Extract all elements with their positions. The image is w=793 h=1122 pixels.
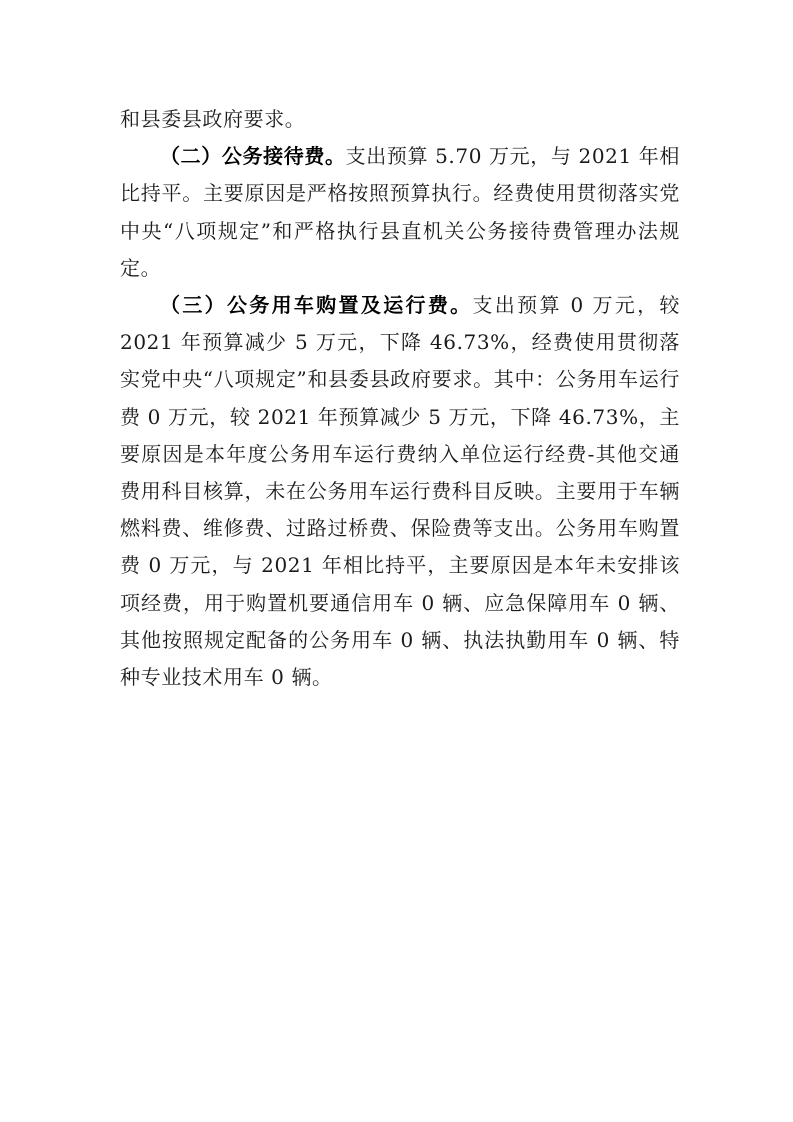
paragraph-text: 和县委县政府要求。 [120, 107, 306, 131]
paragraph-vehicle-expenses [120, 287, 680, 696]
document-body [120, 101, 680, 696]
paragraph-text: 支出预算 5.70 万元，与 2021 年相比持平。主要原因是严格按照预算执行。经费使用贯彻落实党中央“八项规定”和严格执行县直机关公务接待费管理办法规定。 [120, 144, 680, 280]
paragraph-reception-expenses [120, 138, 680, 287]
section-heading-reception: （二）公务接待费。 [160, 144, 346, 169]
paragraph-text: 支出预算 0 万元，较 2021 年预算减少 5 万元，下降 46.73%，经费使用贯彻落实党中央“八项规定”和县委县政府要求。其中：公务用车运行费 0 万元，较 2021 年预算减少 5 万元，下降 46.73%，主要原因是本年度公务用车运行费纳入单位运行经费-其他交通费用科目核算，未在公务用车运行费科目反映。主要用于车辆燃料费、维修费、过路过桥费、保险费等支出。公务用车购置费 0 万元，与 2021 年相比持平，主要原因是本年未安排该项经费，用于购置机要通信用车 0 辆、应急保障用车 0 辆、其他按照规定配备的公务用车 0 辆、执法执勤用车 0 辆、特种专业技术用车 0 辆。 [120, 293, 680, 690]
section-heading-vehicle: （三）公务用车购置及运行费。 [160, 293, 473, 318]
paragraph-continuation [120, 101, 680, 138]
